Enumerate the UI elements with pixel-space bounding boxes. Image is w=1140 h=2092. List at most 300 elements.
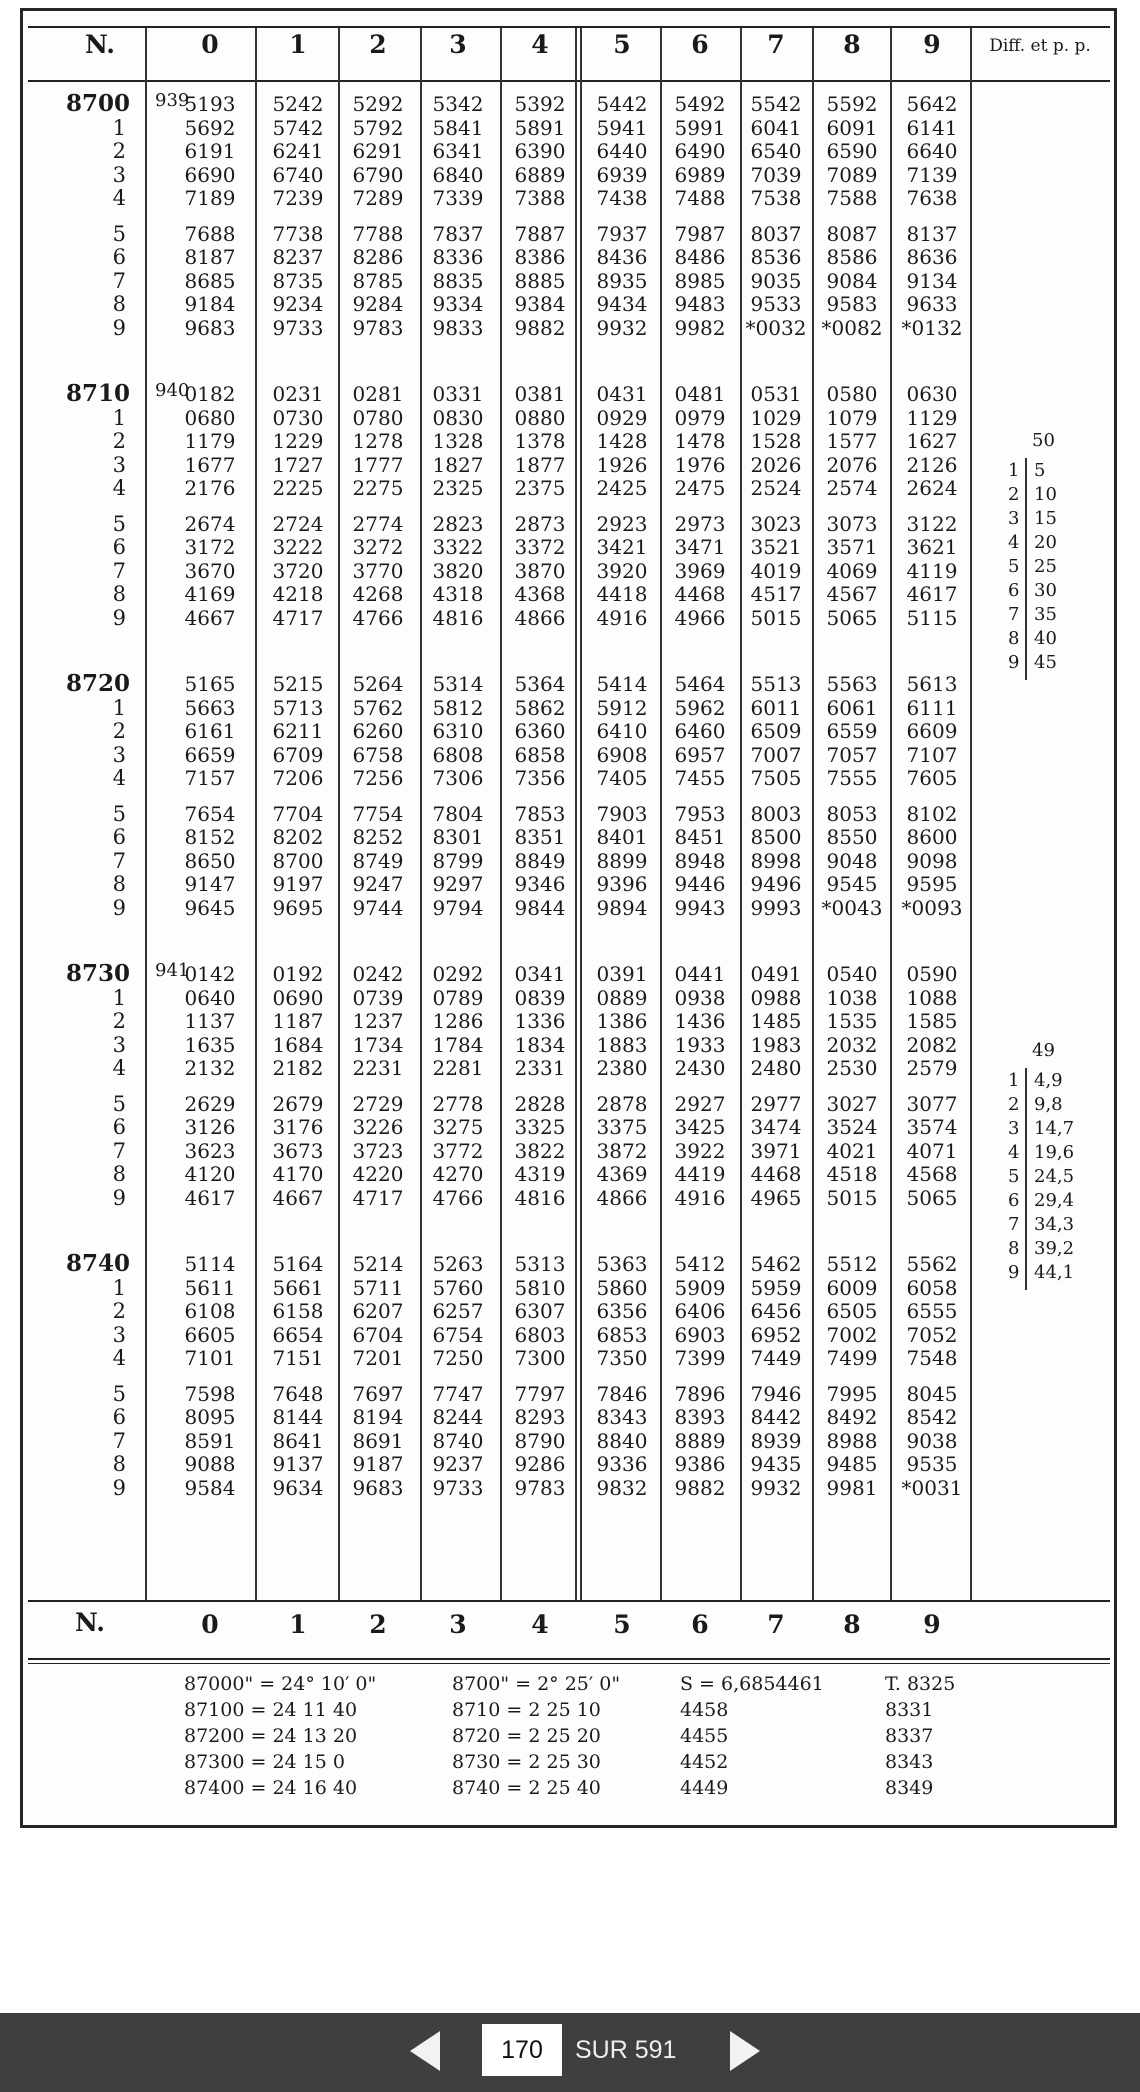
log-prefix-8730: 941 xyxy=(155,960,190,981)
log-cell: 2674 xyxy=(184,511,236,536)
header-col-2: 2 xyxy=(369,30,387,59)
log-cell: 8550 xyxy=(826,825,878,849)
log-cell: 2325 xyxy=(432,476,484,500)
log-cell: 3723 xyxy=(352,1138,404,1163)
log-cell: 5193 xyxy=(184,92,236,116)
log-cell: 8137 xyxy=(906,221,958,246)
log-cell: 9048 xyxy=(826,848,878,873)
pp-key: 4 xyxy=(1008,532,1020,553)
pp-key: 9 xyxy=(1008,1262,1020,1283)
log-cell: 6161 xyxy=(184,719,236,743)
log-cell: 3272 xyxy=(352,535,404,559)
log-cell: 1485 xyxy=(750,1009,802,1033)
log-cell: 9386 xyxy=(674,1452,726,1476)
log-cell: 9336 xyxy=(596,1452,648,1476)
log-cell: 0789 xyxy=(432,985,484,1010)
log-cell: 1328 xyxy=(432,429,484,453)
row-digit: 1 xyxy=(112,405,126,430)
log-cell: 6505 xyxy=(826,1299,878,1323)
log-cell: 2679 xyxy=(272,1091,324,1116)
log-cell: 1478 xyxy=(674,429,726,453)
log-cell: 2026 xyxy=(750,452,802,477)
row-digit: 4 xyxy=(112,1346,126,1370)
log-cell: 3222 xyxy=(272,535,324,559)
log-cell: 0381 xyxy=(514,382,566,406)
log-cell: 6640 xyxy=(906,139,958,163)
log-cell: 6509 xyxy=(750,719,802,743)
log-cell: 7953 xyxy=(674,801,726,826)
pp-key: 5 xyxy=(1008,1166,1020,1187)
log-cell: 7937 xyxy=(596,221,648,246)
footer-conversion: 87200 = 24 13 20 xyxy=(184,1725,358,1747)
log-cell: 0331 xyxy=(432,382,484,406)
log-cell: 8194 xyxy=(352,1405,404,1429)
log-cell: 1237 xyxy=(352,1009,404,1033)
log-cell: 4071 xyxy=(906,1138,958,1163)
log-cell: *0043 xyxy=(821,895,883,920)
log-prefix-8700: 939 xyxy=(155,90,190,111)
log-cell: 4170 xyxy=(272,1162,324,1186)
footer-conversion: 4458 xyxy=(680,1699,729,1721)
row-number-8720: 8720 xyxy=(65,670,130,697)
log-cell: 8451 xyxy=(674,825,726,849)
log-cell: 7505 xyxy=(750,766,802,790)
log-cell: 6889 xyxy=(514,162,566,187)
log-cell: 9645 xyxy=(184,895,236,920)
row-digit: 9 xyxy=(112,1475,126,1500)
column-divider xyxy=(575,28,577,1600)
log-cell: 0830 xyxy=(432,405,484,430)
log-cell: 2176 xyxy=(184,476,236,500)
row-digit: 6 xyxy=(112,1115,126,1139)
log-cell: 0292 xyxy=(432,962,484,986)
log-cell: 5065 xyxy=(826,605,878,630)
log-cell: 9084 xyxy=(826,268,878,293)
log-cell: 4021 xyxy=(826,1138,878,1163)
log-cell: 1627 xyxy=(906,429,958,453)
log-cell: 9286 xyxy=(514,1452,566,1476)
pp-value: 30 xyxy=(1034,580,1057,601)
log-cell: 1734 xyxy=(352,1032,404,1057)
log-cell: 6957 xyxy=(674,742,726,767)
log-cell: 8636 xyxy=(906,245,958,269)
row-digit: 1 xyxy=(112,1275,126,1300)
row-digit: 7 xyxy=(112,1428,126,1453)
log-cell: 6540 xyxy=(750,139,802,163)
log-cell: 9483 xyxy=(674,292,726,316)
log-cell: 2873 xyxy=(514,511,566,536)
header-col-4: 4 xyxy=(531,30,549,59)
log-cell: 1585 xyxy=(906,1009,958,1033)
log-cell: 5862 xyxy=(514,695,566,720)
log-cell: 5592 xyxy=(826,92,878,116)
log-cell: 6790 xyxy=(352,162,404,187)
log-cell: 8187 xyxy=(184,245,236,269)
footer-header-col-1: 1 xyxy=(289,1610,307,1639)
previous-page-arrow-icon[interactable] xyxy=(410,2031,440,2071)
log-cell: 0880 xyxy=(514,405,566,430)
log-cell: 5792 xyxy=(352,115,404,140)
log-cell: 8492 xyxy=(826,1405,878,1429)
log-cell: 4069 xyxy=(826,558,878,583)
row-digit: 8 xyxy=(112,292,126,316)
row-digit: 8 xyxy=(112,872,126,896)
log-cell: 5912 xyxy=(596,695,648,720)
log-cell: 3971 xyxy=(750,1138,802,1163)
log-cell: 6291 xyxy=(352,139,404,163)
log-cell: 4019 xyxy=(750,558,802,583)
log-cell: 8591 xyxy=(184,1428,236,1453)
log-cell: 8037 xyxy=(750,221,802,246)
header-diff: Diff. et p. p. xyxy=(989,36,1091,56)
pp-value: 14,7 xyxy=(1034,1118,1075,1139)
log-cell: 1436 xyxy=(674,1009,726,1033)
log-cell: 4169 xyxy=(184,582,236,606)
log-cell: 2082 xyxy=(906,1032,958,1057)
log-cell: 7157 xyxy=(184,766,236,790)
log-cell: 0780 xyxy=(352,405,404,430)
log-cell: 5941 xyxy=(596,115,648,140)
log-cell: 7057 xyxy=(826,742,878,767)
log-cell: 6058 xyxy=(906,1275,958,1300)
log-cell: 4120 xyxy=(184,1162,236,1186)
footer-conversion: 4452 xyxy=(680,1751,729,1773)
log-cell: 8650 xyxy=(184,848,236,873)
header-bottom-rule xyxy=(28,80,1110,82)
row-number-8700: 8700 xyxy=(65,90,130,117)
footer-header-col-9: 9 xyxy=(923,1610,941,1639)
log-cell: 6191 xyxy=(184,139,236,163)
log-cell: 6091 xyxy=(826,115,878,140)
log-cell: 8988 xyxy=(826,1428,878,1453)
row-digit: 3 xyxy=(112,162,126,187)
footer-conversion: 8740 = 2 25 40 xyxy=(452,1777,601,1799)
log-cell: 7548 xyxy=(906,1346,958,1370)
log-cell: 7896 xyxy=(674,1381,726,1406)
log-cell: 6307 xyxy=(514,1299,566,1323)
log-cell: 5909 xyxy=(674,1275,726,1300)
log-cell: 6257 xyxy=(432,1299,484,1323)
log-cell: 4517 xyxy=(750,582,802,606)
log-cell: 9038 xyxy=(906,1428,958,1453)
log-cell: 9844 xyxy=(514,895,566,920)
log-cell: 8152 xyxy=(184,825,236,849)
log-cell: 8301 xyxy=(432,825,484,849)
log-cell: 2331 xyxy=(514,1056,566,1080)
log-cell: 1784 xyxy=(432,1032,484,1057)
log-cell: 3870 xyxy=(514,558,566,583)
log-cell: 5711 xyxy=(352,1275,404,1300)
pp-key: 1 xyxy=(1008,460,1020,481)
footer-header-col-8: 8 xyxy=(843,1610,861,1639)
column-divider xyxy=(420,28,422,1600)
row-digit: 2 xyxy=(112,1009,126,1033)
log-cell: 6260 xyxy=(352,719,404,743)
log-cell: 4816 xyxy=(514,1185,566,1210)
log-cell: 4766 xyxy=(432,1185,484,1210)
log-cell: 3720 xyxy=(272,558,324,583)
page-total-label: SUR 591 xyxy=(575,2036,677,2064)
log-cell: 9346 xyxy=(514,872,566,896)
log-cell: 8442 xyxy=(750,1405,802,1429)
log-cell: 8386 xyxy=(514,245,566,269)
log-cell: 8003 xyxy=(750,801,802,826)
log-cell: 5891 xyxy=(514,115,566,140)
log-cell: 7339 xyxy=(432,186,484,210)
pp-value: 25 xyxy=(1034,556,1057,577)
log-cell: 9633 xyxy=(906,292,958,316)
log-cell: 6659 xyxy=(184,742,236,767)
log-cell: 1187 xyxy=(272,1009,324,1033)
log-cell: 8835 xyxy=(432,268,484,293)
log-cell: 8899 xyxy=(596,848,648,873)
footer-header-n: N. xyxy=(75,1608,105,1637)
log-cell: 7648 xyxy=(272,1381,324,1406)
log-cell: 1883 xyxy=(596,1032,648,1057)
log-cell: 8735 xyxy=(272,268,324,293)
footer-conversion: 8720 = 2 25 20 xyxy=(452,1725,601,1747)
log-cell: 6605 xyxy=(184,1322,236,1347)
log-cell: 6108 xyxy=(184,1299,236,1323)
footer-header-col-6: 6 xyxy=(691,1610,709,1639)
log-cell: 5962 xyxy=(674,695,726,720)
log-cell: 7007 xyxy=(750,742,802,767)
log-cell: 6241 xyxy=(272,139,324,163)
log-cell: 9943 xyxy=(674,895,726,920)
footer-conversion: 8700" = 2° 25′ 0" xyxy=(452,1673,621,1695)
log-cell: 2778 xyxy=(432,1091,484,1116)
log-cell: 3820 xyxy=(432,558,484,583)
log-cell: 9584 xyxy=(184,1475,236,1500)
log-cell: 6555 xyxy=(906,1299,958,1323)
log-cell: 1577 xyxy=(826,429,878,453)
log-cell: 8840 xyxy=(596,1428,648,1453)
pp-value: 35 xyxy=(1034,604,1057,625)
pp-key: 6 xyxy=(1008,1190,1020,1211)
log-cell: 5841 xyxy=(432,115,484,140)
log-cell: 4667 xyxy=(272,1185,324,1210)
log-cell: 9634 xyxy=(272,1475,324,1500)
log-cell: 7139 xyxy=(906,162,958,187)
pp-value: 10 xyxy=(1034,484,1057,505)
row-digit: 4 xyxy=(112,186,126,210)
log-cell: 6410 xyxy=(596,719,648,743)
log-cell: 8785 xyxy=(352,268,404,293)
log-cell: 6903 xyxy=(674,1322,726,1347)
log-cell: 8343 xyxy=(596,1405,648,1429)
footer-header-col-3: 3 xyxy=(449,1610,467,1639)
log-cell: 2275 xyxy=(352,476,404,500)
log-cell: 6853 xyxy=(596,1322,648,1347)
footer-conversion: 87400 = 24 16 40 xyxy=(184,1777,358,1799)
log-cell: 1088 xyxy=(906,985,958,1010)
log-cell: 6740 xyxy=(272,162,324,187)
log-cell: 8286 xyxy=(352,245,404,269)
log-cell: 6559 xyxy=(826,719,878,743)
log-cell: *0031 xyxy=(901,1475,963,1500)
log-cell: 5991 xyxy=(674,115,726,140)
log-cell: 9234 xyxy=(272,292,324,316)
log-cell: 5762 xyxy=(352,695,404,720)
log-cell: 1137 xyxy=(184,1009,236,1033)
row-digit: 5 xyxy=(112,801,126,826)
header-top-rule xyxy=(28,26,1110,28)
log-cell: 7538 xyxy=(750,186,802,210)
log-cell: 6590 xyxy=(826,139,878,163)
log-cell: 5363 xyxy=(596,1252,648,1276)
log-cell: 2977 xyxy=(750,1091,802,1116)
log-cell: 4418 xyxy=(596,582,648,606)
log-cell: 1535 xyxy=(826,1009,878,1033)
log-cell: 9284 xyxy=(352,292,404,316)
footer-header-top-rule xyxy=(28,1600,1110,1602)
log-cell: 5692 xyxy=(184,115,236,140)
log-cell: 5015 xyxy=(826,1185,878,1210)
log-cell: 7499 xyxy=(826,1346,878,1370)
log-cell: 5613 xyxy=(906,672,958,696)
log-cell: 9683 xyxy=(184,315,236,340)
pp-value: 5 xyxy=(1034,460,1046,481)
page-number-input[interactable]: 170 xyxy=(482,2024,562,2076)
row-digit: 1 xyxy=(112,985,126,1010)
log-cell: 5264 xyxy=(352,672,404,696)
log-cell: 6609 xyxy=(906,719,958,743)
log-cell: 0630 xyxy=(906,382,958,406)
row-digit: 7 xyxy=(112,268,126,293)
log-cell: 4270 xyxy=(432,1162,484,1186)
log-cell: 6356 xyxy=(596,1299,648,1323)
log-cell: 3122 xyxy=(906,511,958,536)
log-cell: 5392 xyxy=(514,92,566,116)
log-cell: 7107 xyxy=(906,742,958,767)
log-cell: 4468 xyxy=(674,582,726,606)
footer-conversion: T. 8325 xyxy=(885,1673,956,1695)
log-cell: 2927 xyxy=(674,1091,726,1116)
row-digit: 1 xyxy=(112,695,126,720)
log-cell: 7089 xyxy=(826,162,878,187)
pp-value: 15 xyxy=(1034,508,1057,529)
header-col-0: 0 xyxy=(201,30,219,59)
log-cell: 6406 xyxy=(674,1299,726,1323)
column-divider xyxy=(970,28,972,1600)
log-cell: 1428 xyxy=(596,429,648,453)
header-col-9: 9 xyxy=(923,30,941,59)
log-cell: 3770 xyxy=(352,558,404,583)
log-cell: 2973 xyxy=(674,511,726,536)
log-cell: 0491 xyxy=(750,962,802,986)
log-cell: 2132 xyxy=(184,1056,236,1080)
log-cell: 8202 xyxy=(272,825,324,849)
row-digit: 7 xyxy=(112,1138,126,1163)
log-cell: 1278 xyxy=(352,429,404,453)
log-cell: 0281 xyxy=(352,382,404,406)
log-cell: 3571 xyxy=(826,535,878,559)
page-navigation-bar xyxy=(0,2013,1140,2092)
footer-conversion: 8331 xyxy=(885,1699,934,1721)
log-cell: 7039 xyxy=(750,162,802,187)
log-cell: 9932 xyxy=(596,315,648,340)
log-cell: 5464 xyxy=(674,672,726,696)
log-cell: 2231 xyxy=(352,1056,404,1080)
log-cell: 0739 xyxy=(352,985,404,1010)
log-cell: 9595 xyxy=(906,872,958,896)
log-cell: 1286 xyxy=(432,1009,484,1033)
column-divider xyxy=(580,28,582,1600)
pp-key: 2 xyxy=(1008,1094,1020,1115)
log-cell: 7804 xyxy=(432,801,484,826)
row-number-8710: 8710 xyxy=(65,380,130,407)
log-cell: 2375 xyxy=(514,476,566,500)
log-cell: 7201 xyxy=(352,1346,404,1370)
log-cell: 5065 xyxy=(906,1185,958,1210)
log-cell: 9833 xyxy=(432,315,484,340)
row-digit: 5 xyxy=(112,511,126,536)
log-cell: 3023 xyxy=(750,511,802,536)
log-cell: 3226 xyxy=(352,1115,404,1139)
pp-key: 2 xyxy=(1008,484,1020,505)
log-cell: 7306 xyxy=(432,766,484,790)
pp-key: 3 xyxy=(1008,1118,1020,1139)
pp-key: 3 xyxy=(1008,508,1020,529)
footer-conversion: 87300 = 24 15 0 xyxy=(184,1751,345,1773)
log-cell: 0590 xyxy=(906,962,958,986)
log-cell: 0680 xyxy=(184,405,236,430)
log-cell: 3172 xyxy=(184,535,236,559)
log-cell: 3872 xyxy=(596,1138,648,1163)
log-cell: 7846 xyxy=(596,1381,648,1406)
log-cell: 1386 xyxy=(596,1009,648,1033)
log-cell: 6704 xyxy=(352,1322,404,1347)
log-cell: 1179 xyxy=(184,429,236,453)
log-cell: 7250 xyxy=(432,1346,484,1370)
log-cell: 2076 xyxy=(826,452,878,477)
log-cell: 7151 xyxy=(272,1346,324,1370)
log-cell: 7853 xyxy=(514,801,566,826)
log-cell: 3969 xyxy=(674,558,726,583)
log-cell: 4567 xyxy=(826,582,878,606)
log-cell: 0640 xyxy=(184,985,236,1010)
log-cell: *0082 xyxy=(821,315,883,340)
log-cell: 5542 xyxy=(750,92,802,116)
log-cell: 1976 xyxy=(674,452,726,477)
log-cell: 7697 xyxy=(352,1381,404,1406)
next-page-arrow-icon[interactable] xyxy=(730,2031,760,2071)
row-digit: 4 xyxy=(112,766,126,790)
log-cell: 3920 xyxy=(596,558,648,583)
log-cell: 7588 xyxy=(826,186,878,210)
log-cell: 8885 xyxy=(514,268,566,293)
log-cell: 3772 xyxy=(432,1138,484,1163)
log-cell: 4419 xyxy=(674,1162,726,1186)
log-cell: 8685 xyxy=(184,268,236,293)
log-cell: 8799 xyxy=(432,848,484,873)
log-cell: 5812 xyxy=(432,695,484,720)
log-cell: 4617 xyxy=(184,1185,236,1210)
log-cell: 5292 xyxy=(352,92,404,116)
log-cell: 8740 xyxy=(432,1428,484,1453)
log-cell: 1933 xyxy=(674,1032,726,1057)
log-cell: 7239 xyxy=(272,186,324,210)
log-cell: 8542 xyxy=(906,1405,958,1429)
log-cell: 7455 xyxy=(674,766,726,790)
log-cell: 1029 xyxy=(750,405,802,430)
log-cell: 5342 xyxy=(432,92,484,116)
log-cell: 5462 xyxy=(750,1252,802,1276)
log-cell: 3275 xyxy=(432,1115,484,1139)
row-digit: 6 xyxy=(112,825,126,849)
log-cell: 6158 xyxy=(272,1299,324,1323)
row-digit: 5 xyxy=(112,1091,126,1116)
